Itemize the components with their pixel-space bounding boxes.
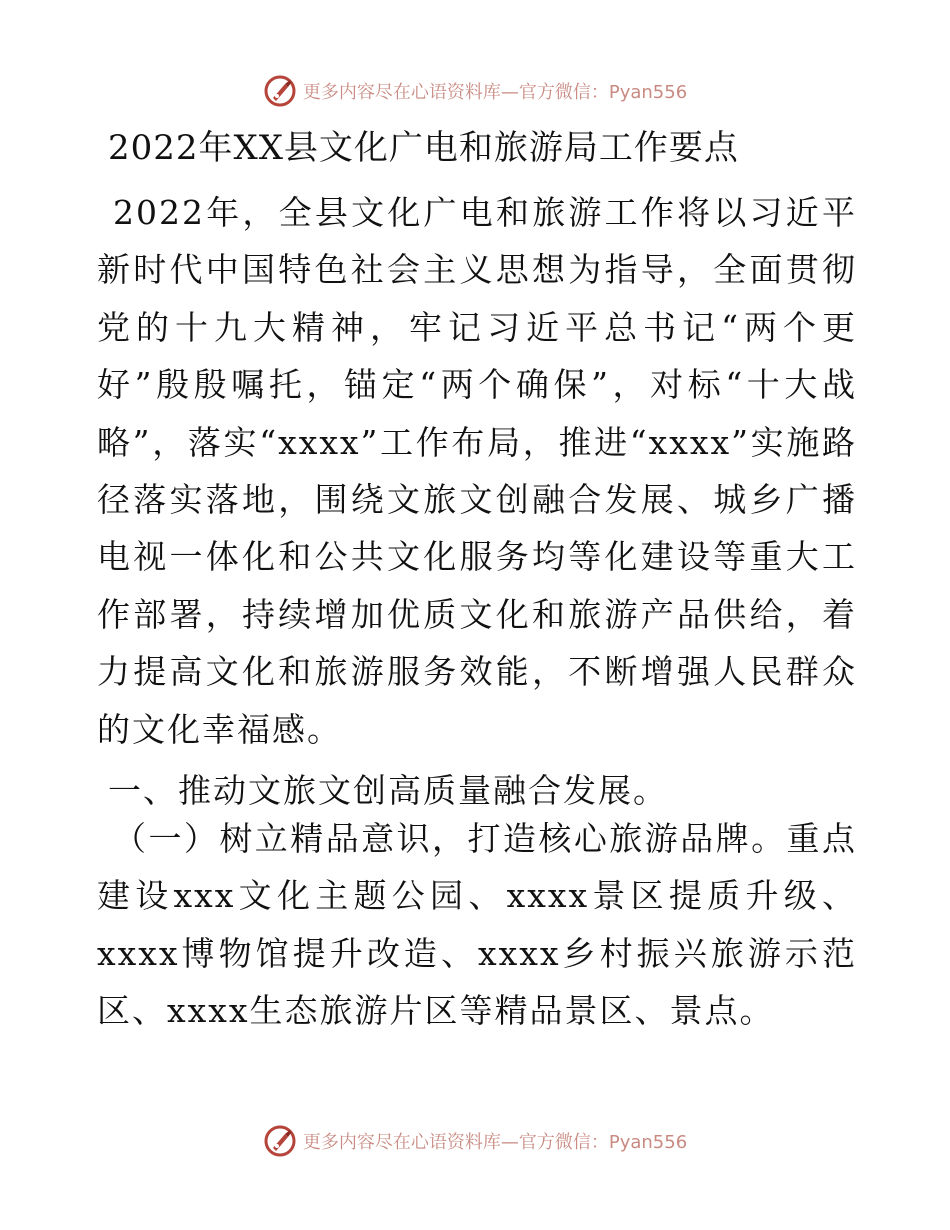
watermark-text: 更多内容尽在心语资料库—官方微信：Pyan556 — [302, 82, 688, 103]
intro-paragraph: 2022年，全县文化广电和旅游工作将以习近平新时代中国特色社会主义思想为指导，全面贯彻党的十九大精神，牢记习近平总书记“两个更好”殷殷嘱托，锚定“两个确保”，对标“十大战略”，落实“xxxx”工作布局，推进“xxxx”实施路径落实落地，围绕文旅文创融合发展、城乡广播电视一体化和公共文化服务均等化建设等重大工作部署，持续增加优质文化和旅游产品供给，着力提高文化和旅游服务效能，不断增强人民群众的文化幸福感。 — [97, 193, 857, 749]
pen-nib-logo-icon — [263, 1124, 297, 1158]
document-title: 2022年XX县文化广电和旅游局工作要点 — [108, 128, 739, 168]
pen-nib-logo-icon — [263, 74, 297, 108]
watermark-header — [0, 74, 950, 108]
watermark-text: 更多内容尽在心语资料库—官方微信：Pyan556 — [302, 1132, 688, 1153]
section-heading: 一、推动文旅文创高质量融合发展。 — [108, 771, 668, 810]
watermark-footer — [0, 1124, 950, 1158]
section-item-paragraph: （一）树立精品意识，打造核心旅游品牌。重点建设xxx文化主题公园、xxxx景区提质升级、xxxx博物馆提升改造、xxxx乡村振兴旅游示范区、xxxx生态旅游片区等精品景区、景点。 — [97, 819, 857, 1031]
